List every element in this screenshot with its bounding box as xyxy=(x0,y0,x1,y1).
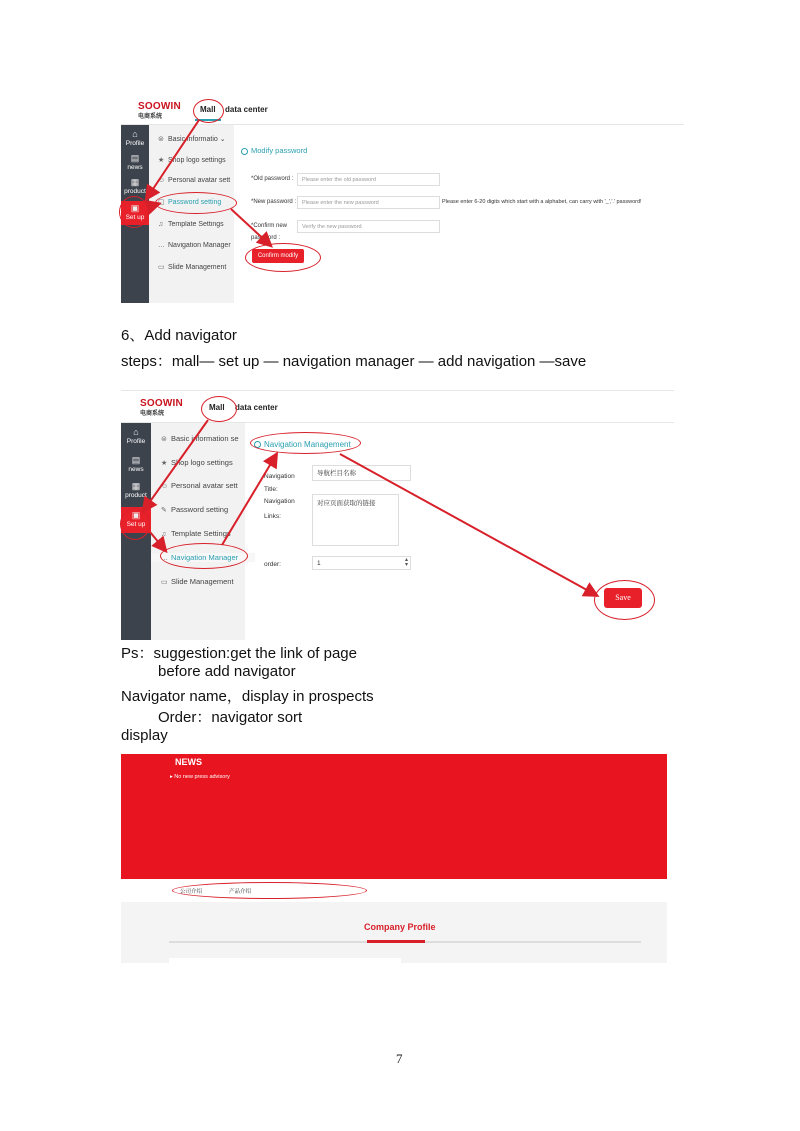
arrow-password-to-confirm xyxy=(231,209,270,245)
news-title: NEWS xyxy=(175,757,202,767)
dots-icon: … xyxy=(158,242,165,249)
ps-line-5: display xyxy=(121,727,168,744)
nav-links-label-1: Navigation xyxy=(264,498,295,505)
chevron-down-icon: ⌄ xyxy=(219,136,226,143)
ps-line-3: Navigator name，display in prospects xyxy=(121,688,374,705)
brand-logo: SOOWIN 电商系统 xyxy=(138,101,181,120)
list-icon: ▤ xyxy=(131,455,141,465)
sidebar-item-product[interactable]: ▦ product xyxy=(121,177,149,195)
confirm-modify-button[interactable]: Confirm modify xyxy=(252,249,304,263)
star-icon: ★ xyxy=(158,157,165,164)
order-label: order: xyxy=(264,561,281,568)
nav-title-input[interactable]: 导航栏目名称 xyxy=(312,465,411,481)
sidebar-item-news[interactable]: ▤ news xyxy=(121,153,149,171)
confirm-password-label-1: *Confirm new xyxy=(251,223,288,229)
info-icon: ⊜ xyxy=(161,436,167,443)
submenu-template[interactable]: ♫ Template Settings xyxy=(161,529,231,538)
nav-mall[interactable]: Mall xyxy=(209,403,225,412)
arrow-setup-to-password xyxy=(148,204,158,207)
panel-title: Modify password xyxy=(241,146,307,155)
submenu-basic-info[interactable]: ⊜ Basic information se xyxy=(161,434,239,443)
sidebar-item-product[interactable]: ▦ product xyxy=(121,481,151,499)
home-icon: ⌂ xyxy=(132,129,138,139)
nav-links-label-2: Links: xyxy=(264,513,281,520)
submenu-password[interactable]: ✎ Password setting xyxy=(161,505,229,514)
submenu-slide[interactable]: ▭ Slide Management xyxy=(161,577,234,586)
save-button[interactable]: Save xyxy=(604,588,642,608)
new-password-label: *New password : xyxy=(251,199,297,205)
old-password-input[interactable]: Please enter the old password xyxy=(297,173,440,186)
steps-text: steps：mall— set up — navigation manager — add navigation —save xyxy=(121,353,587,370)
bell-icon: ♫ xyxy=(158,221,164,228)
brand-logo: SOOWIN 电商系统 xyxy=(140,398,183,417)
submenu-navigation[interactable]: … Navigation Manager xyxy=(158,242,231,249)
nav-data-center[interactable]: data center xyxy=(235,403,278,412)
stepper-arrows-icon[interactable]: ▴ ▾ xyxy=(404,557,408,568)
list-icon: ▤ xyxy=(130,153,140,163)
order-value: 1 xyxy=(317,560,321,567)
image-icon: ▭ xyxy=(158,264,165,271)
submenu-basic-info[interactable]: ⊜ Basic informatio ⌄ xyxy=(158,136,226,143)
submenu-slide[interactable]: ▭ Slide Management xyxy=(158,264,227,271)
sidebar-item-news[interactable]: ▤ news xyxy=(121,455,151,473)
new-password-input[interactable]: Please enter the new password xyxy=(297,196,440,209)
confirm-password-input[interactable]: Verify the new password xyxy=(297,220,440,233)
ps-line-2: before add navigator xyxy=(158,663,296,680)
front-nav-item-product[interactable]: 产品介绍 xyxy=(229,889,252,895)
arrow-mall-to-setup xyxy=(147,120,199,198)
smile-icon: ☺ xyxy=(161,483,169,490)
arrow-setup-to-navigation xyxy=(150,532,165,550)
submenu-shop-logo[interactable]: ★ Shop logo settings xyxy=(158,157,226,164)
confirm-password-label-2: password : xyxy=(251,235,281,241)
submenu-navigation[interactable]: … Navigation Manager xyxy=(151,553,255,562)
image-icon: ▭ xyxy=(161,579,168,586)
nav-title-label-2: Title: xyxy=(264,486,278,493)
sidebar-item-profile[interactable]: ⌂ Profile xyxy=(121,427,151,445)
lock-icon: ▢ xyxy=(158,199,165,206)
sidebar-item-setup[interactable]: ▣ Set up xyxy=(121,201,149,225)
news-item[interactable]: ▸ No new press advisory xyxy=(170,774,230,780)
submenu-password[interactable]: ▢ Password setting xyxy=(158,199,222,206)
ps-line-4: Order：navigator sort xyxy=(158,709,303,726)
smile-icon: ☺ xyxy=(158,177,166,184)
front-nav-item-company[interactable]: 公司介绍 xyxy=(180,889,203,895)
nav-links-textarea[interactable]: 对应页面获取的链接 xyxy=(312,494,399,546)
bell-icon: ♫ xyxy=(161,531,167,538)
sidebar-item-profile[interactable]: ⌂ Profile xyxy=(121,129,149,147)
section-title: Company Profile xyxy=(364,922,436,932)
info-icon: ⊜ xyxy=(158,136,164,143)
arrow-navigation-to-panel xyxy=(222,455,276,545)
arrow-mall-to-setup-2 xyxy=(144,420,208,510)
submenu-shop-logo[interactable]: ★ Shop logo settings xyxy=(161,458,233,467)
star-icon: ★ xyxy=(161,460,168,467)
edit-icon: ✎ xyxy=(161,507,167,514)
box-icon: ▦ xyxy=(130,177,140,187)
old-password-label: *Old password : xyxy=(251,176,294,182)
dots-icon: … xyxy=(161,555,168,562)
setup-icon: ▣ xyxy=(130,203,140,213)
box-icon: ▦ xyxy=(131,481,141,491)
submenu-template[interactable]: ♫ Template Settings xyxy=(158,221,224,228)
page-number: 7 xyxy=(396,1051,403,1066)
nav-title-label-1: Navigation xyxy=(264,473,295,480)
submenu-avatar[interactable]: ☺ Personal avatar sett xyxy=(161,481,238,490)
ps-line-1: Ps：suggestion:get the link of page xyxy=(121,645,357,662)
setup-icon: ▣ xyxy=(131,510,141,520)
submenu-avatar[interactable]: ☺ Personal avatar sett xyxy=(158,177,231,184)
panel-title: Navigation Management xyxy=(254,440,351,449)
sidebar-item-setup[interactable]: ▣ Set up xyxy=(121,507,151,533)
new-password-hint: Please enter 6-20 digits which start with a alphabet, can carry with '_','.' password! xyxy=(442,199,642,205)
section-heading: 6、Add navigator xyxy=(121,327,237,344)
arrow-panel-to-save xyxy=(340,454,596,595)
nav-data-center[interactable]: data center xyxy=(225,105,268,114)
home-icon: ⌂ xyxy=(133,427,139,437)
nav-mall[interactable]: Mall xyxy=(200,105,216,114)
